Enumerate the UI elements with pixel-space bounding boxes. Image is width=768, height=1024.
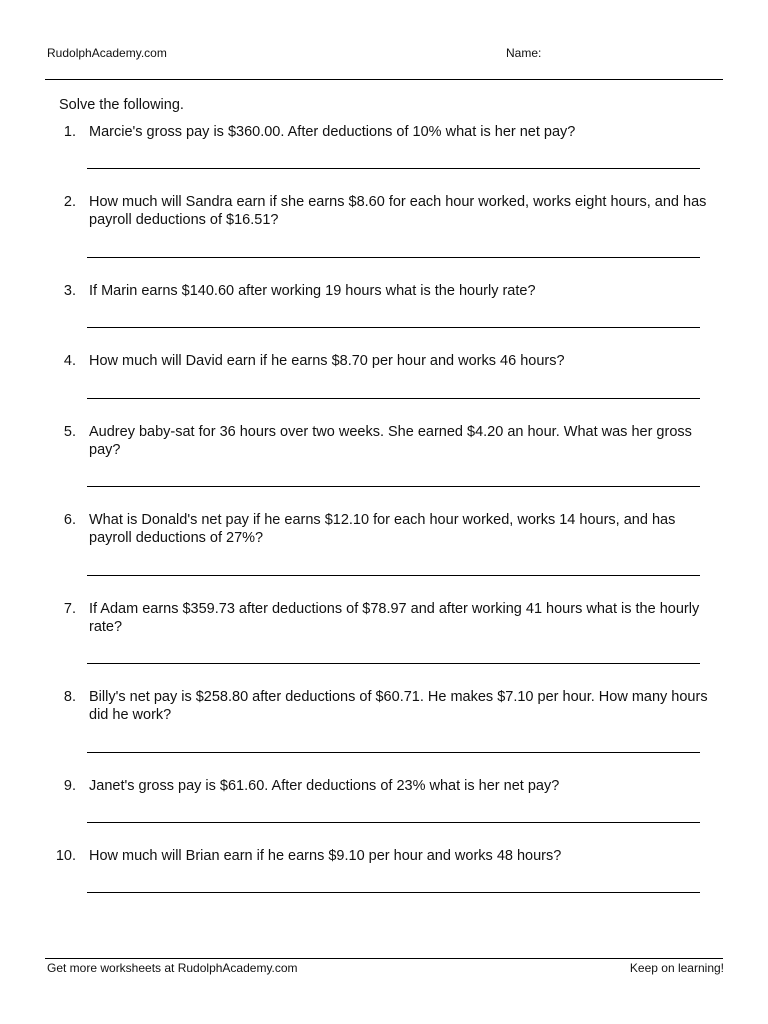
question-number: 2. <box>63 194 76 210</box>
question-text: Billy's net pay is $258.80 after deductions of $60.71. He makes $7.10 per hour. How many hours did he work? <box>89 689 708 723</box>
name-label: Name: <box>506 46 542 60</box>
answer-line[interactable] <box>87 892 700 893</box>
question-number: 6. <box>63 512 76 528</box>
answer-line[interactable] <box>87 486 700 487</box>
question-text: Audrey baby-sat for 36 hours over two weeks. She earned $4.20 an hour. What was her gross pay? <box>89 424 692 458</box>
question-text: How much will Sandra earn if she earns $8.60 for each hour worked, works eight hours, and has payroll deductions of $16.51? <box>89 194 707 228</box>
header-site-name: RudolphAcademy.com <box>47 46 167 60</box>
question-number: 8. <box>63 689 76 705</box>
question-text: What is Donald's net pay if he earns $12.10 for each hour worked, works 14 hours, and has payroll deductions of 27%? <box>89 512 676 546</box>
instructions: Solve the following. <box>59 97 184 113</box>
question-text: Janet's gross pay is $61.60. After deductions of 23% what is her net pay? <box>89 778 560 794</box>
question-number: 9. <box>63 778 76 794</box>
question-text: Marcie's gross pay is $360.00. After deductions of 10% what is her net pay? <box>89 124 576 140</box>
question-text: How much will Brian earn if he earns $9.10 per hour and works 48 hours? <box>89 848 562 864</box>
question-number: 7. <box>63 601 76 617</box>
footer-tagline: Keep on learning! <box>629 961 724 975</box>
question-number: 5. <box>63 424 76 440</box>
answer-line[interactable] <box>87 257 700 258</box>
footer-divider <box>45 958 723 959</box>
answer-line[interactable] <box>87 575 700 576</box>
question-text: If Marin earns $140.60 after working 19 hours what is the hourly rate? <box>89 283 536 299</box>
footer-more-worksheets: Get more worksheets at RudolphAcademy.com <box>47 961 298 975</box>
answer-line[interactable] <box>87 822 700 823</box>
answer-line[interactable] <box>87 327 700 328</box>
answer-line[interactable] <box>87 398 700 399</box>
question-text: If Adam earns $359.73 after deductions of $78.97 and after working 41 hours what is the hourly rate? <box>89 601 700 635</box>
question-number: 1. <box>63 124 76 140</box>
answer-line[interactable] <box>87 752 700 753</box>
question-number: 4. <box>63 353 76 369</box>
answer-line[interactable] <box>87 168 700 169</box>
question-text: How much will David earn if he earns $8.70 per hour and works 46 hours? <box>89 353 565 369</box>
answer-line[interactable] <box>87 663 700 664</box>
question-number: 3. <box>63 283 76 299</box>
question-number: 10. <box>55 848 76 864</box>
